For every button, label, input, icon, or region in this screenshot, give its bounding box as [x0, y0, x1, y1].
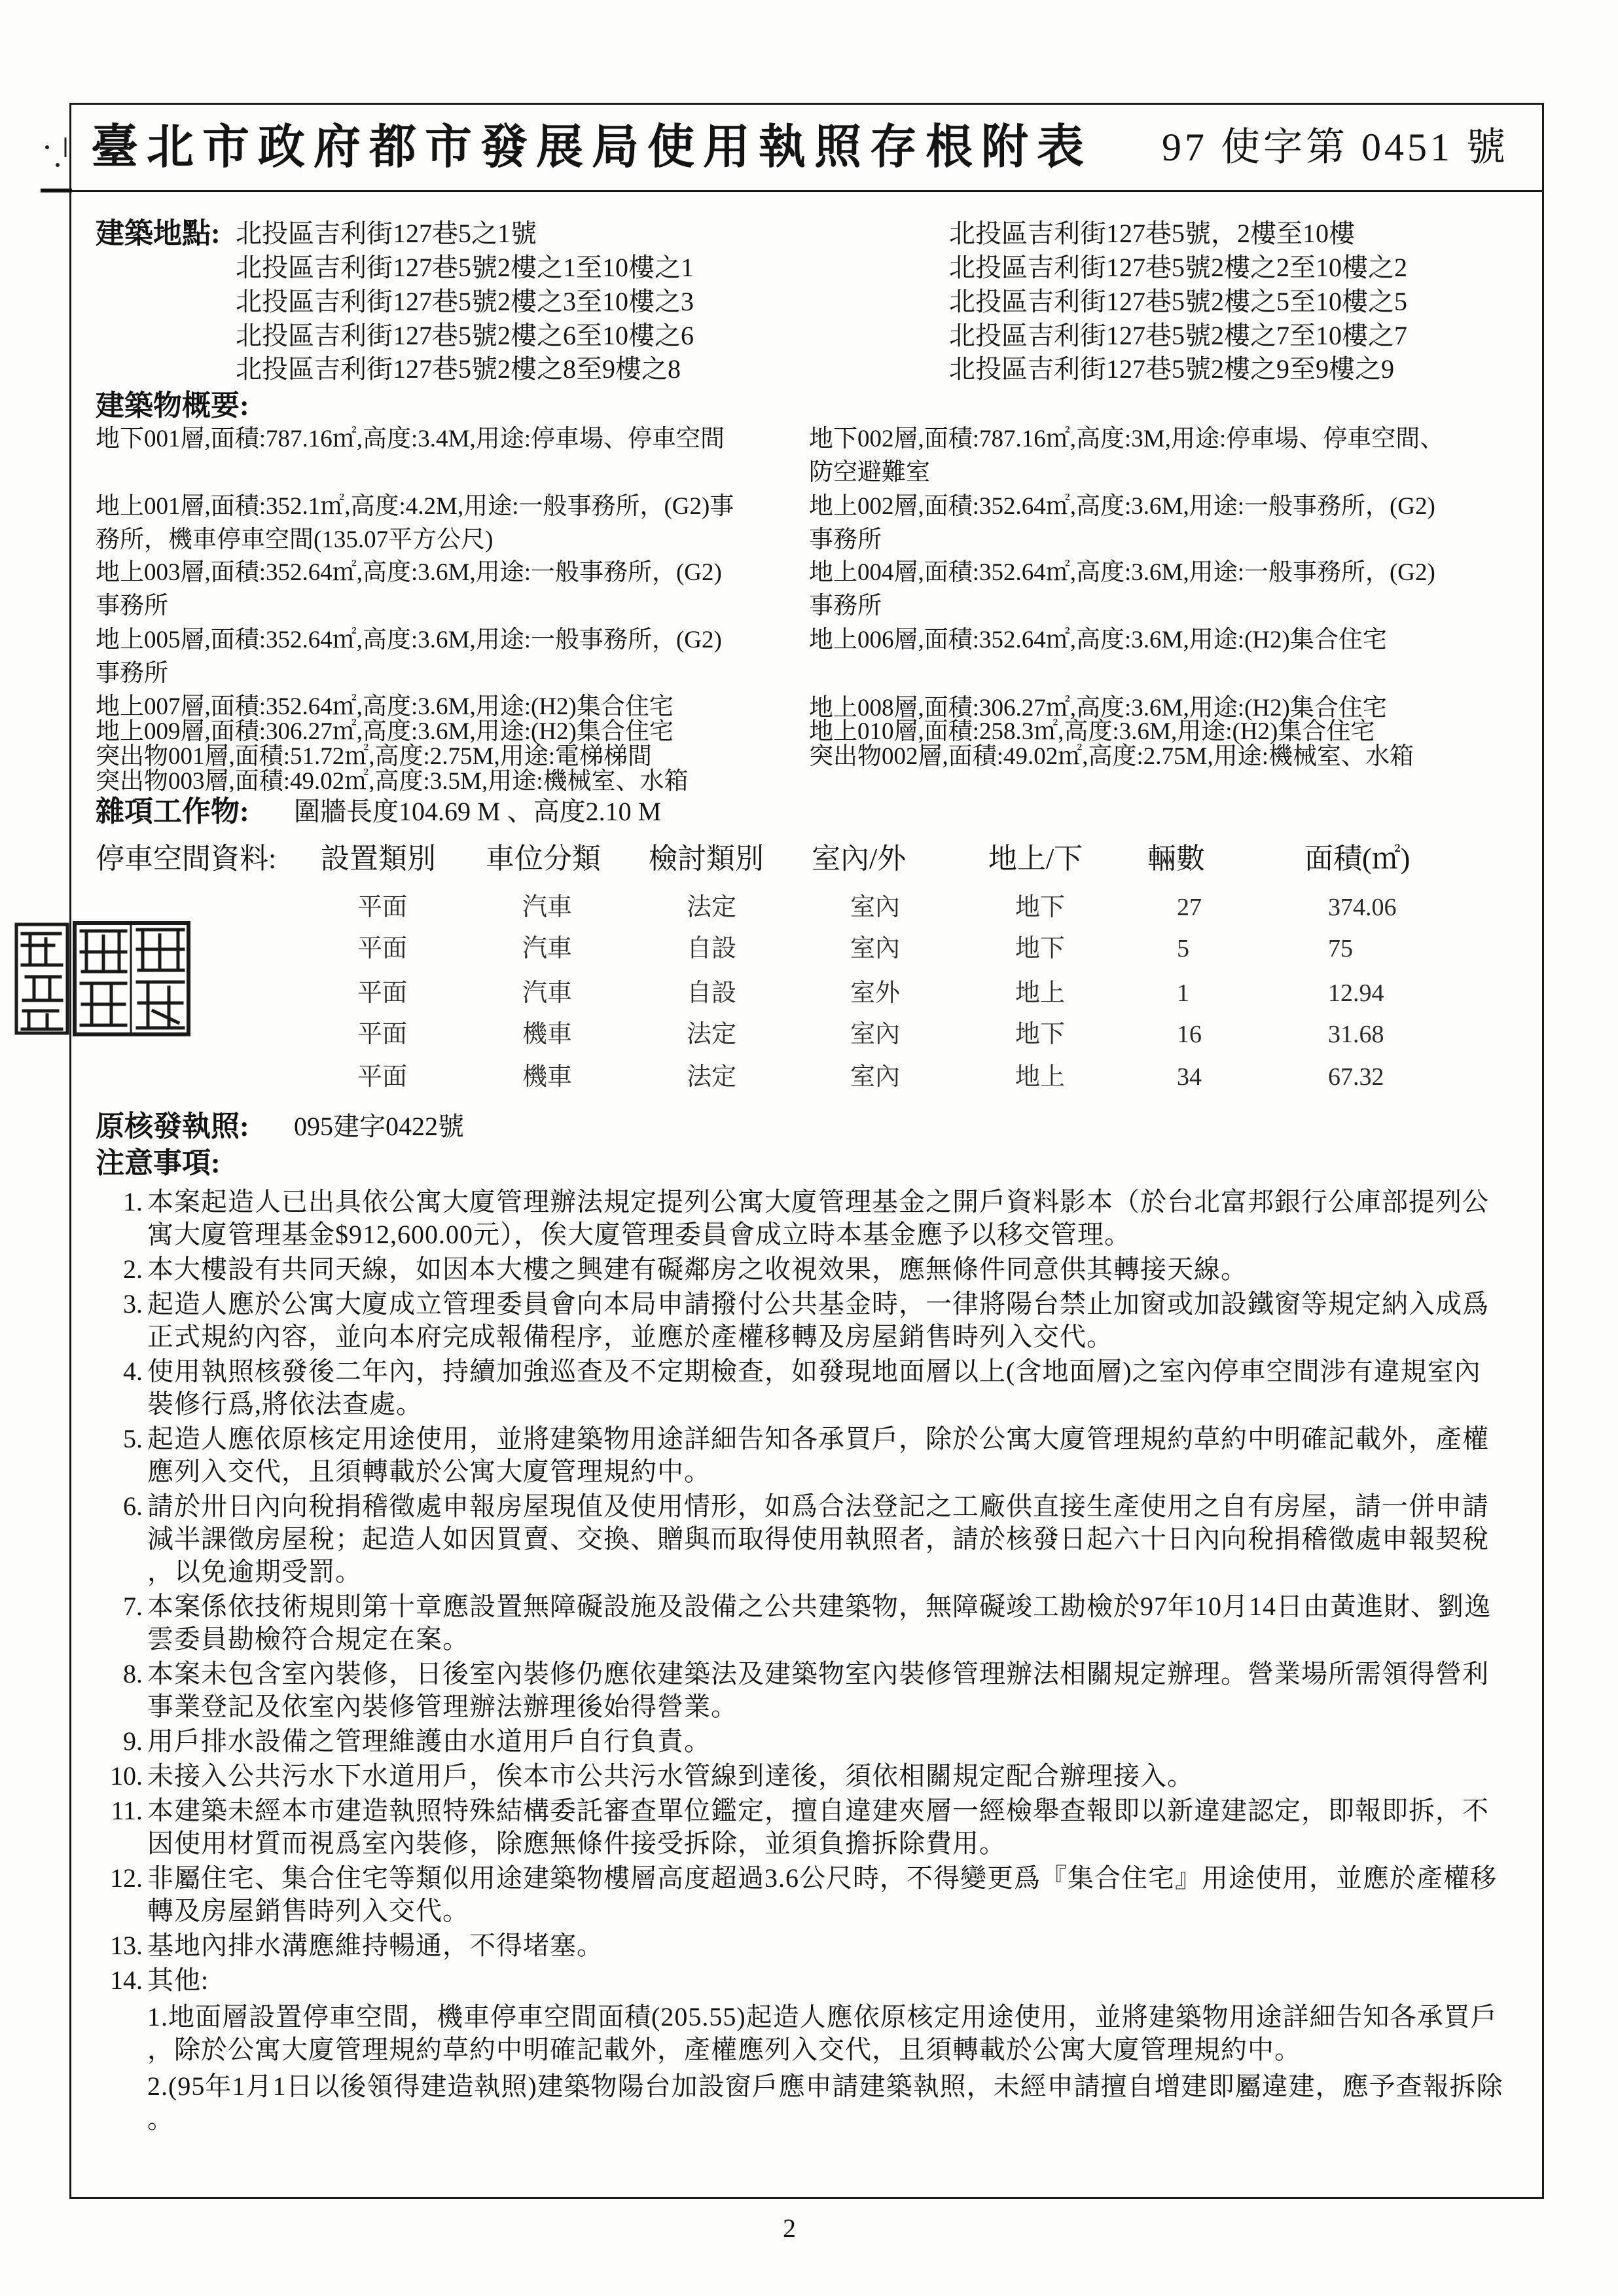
- note-item: [98, 1355, 1538, 1421]
- note-text: [147, 1929, 603, 1962]
- parking-table-cell: 67.32: [1328, 1063, 1384, 1091]
- site-address: 北投區吉利街127巷5號2樓之2至10樓之2: [949, 253, 1407, 282]
- note-text: [147, 1862, 1497, 1927]
- note-item: [98, 1929, 1538, 1962]
- parking-table-cell: 27: [1177, 894, 1202, 921]
- note-item: [98, 1795, 1538, 1860]
- floor-entry-line: 地上005層,面積:352.64㎡,高度:3.6M,用途:一般事務所，(G2): [96, 627, 722, 653]
- site-address: 北投區吉利街127巷5號2樓之7至10樓之7: [949, 321, 1407, 350]
- parking-table-cell: 平面: [357, 1063, 408, 1091]
- parking-label: 停車空間資料:: [96, 843, 277, 875]
- note-item: [98, 1862, 1538, 1927]
- floor-entry: [809, 623, 1387, 657]
- floor-entry: [809, 740, 1414, 773]
- note-line: 起造人應於公寓大廈成立管理委員會向本局申請撥付公共基金時，一律將陽台禁止加窗或加設鐵窗等規定納入成爲: [147, 1289, 1489, 1319]
- parking-column-header: 面積(㎡): [1304, 843, 1411, 875]
- parking-table-cell: 地上: [1015, 1063, 1066, 1091]
- note-text: [147, 1355, 1481, 1421]
- note-text: [147, 1725, 711, 1758]
- parking-table-cell: 室內: [850, 935, 901, 962]
- note-item: [98, 1590, 1538, 1656]
- parking-table-cell: 平面: [357, 1021, 408, 1048]
- floor-entry-line: 地下002層,面積:787.16㎡,高度:3M,用途:停車場、停車空間、: [809, 426, 1445, 452]
- floor-entry-line: 事務所: [96, 592, 168, 619]
- note-number: 2.: [123, 1254, 143, 1284]
- floor-entry-line: 地上003層,面積:352.64㎡,高度:3.6M,用途:一般事務所，(G2): [96, 559, 722, 586]
- parking-table-cell: 室外: [850, 979, 901, 1007]
- parking-table-cell: 法定: [687, 894, 737, 921]
- note-text: [147, 1658, 1489, 1723]
- notes-label: 注意事項:: [96, 1147, 221, 1179]
- parking-table-cell: 自設: [687, 935, 737, 962]
- note-line: 雲委員勘檢符合規定在案。: [147, 1624, 469, 1654]
- parking-table-cell: 34: [1177, 1063, 1202, 1091]
- floor-entry: [96, 765, 689, 798]
- parking-column-header: 設置類別: [321, 843, 436, 875]
- floor-entry-line: 事務所: [809, 526, 882, 553]
- note-text: [147, 1760, 1194, 1793]
- note-item: [98, 1658, 1538, 1723]
- site-address: 北投區吉利街127巷5號2樓之1至10樓之1: [236, 253, 694, 282]
- note-line: 因使用材質而視爲室內裝修，除應無條件接受拆除，並須負擔拆除費用。: [147, 1829, 1006, 1858]
- license-number: 97 使字第 0451 號: [1162, 126, 1509, 169]
- site-address: 北投區吉利街127巷5號，2樓至10樓: [949, 219, 1355, 248]
- note-text: [147, 1423, 1489, 1488]
- title-divider: [69, 190, 1544, 192]
- note-line: 裝修行爲,將依法查處。: [147, 1389, 423, 1419]
- misc-works-label: 雜項工作物:: [96, 795, 249, 828]
- floor-entry: [809, 556, 1435, 623]
- floor-entry-line: 地上007層,面積:352.64㎡,高度:3.6M,用途:(H2)集合住宅: [96, 693, 674, 720]
- note-number: 4.: [123, 1357, 143, 1386]
- parking-table-cell: 374.06: [1328, 894, 1397, 921]
- note-number: 12.: [110, 1863, 143, 1893]
- note-item: [98, 1760, 1538, 1793]
- note-number: 5.: [123, 1424, 143, 1453]
- note-text: [147, 1253, 1248, 1286]
- parking-table-cell: 地下: [1015, 894, 1066, 921]
- note-line: 用戶排水設備之管理維護由水道用戶自行負責。: [147, 1726, 711, 1756]
- floor-entry-line: 事務所: [809, 592, 882, 619]
- note-item: [98, 1288, 1538, 1353]
- note-line: 使用執照核發後二年內，持續加強巡查及不定期檢查，如發現地面層以上(含地面層)之室內停車空間涉有違規室內: [147, 1357, 1481, 1386]
- floor-entry-line: 地上006層,面積:352.64㎡,高度:3.6M,用途:(H2)集合住宅: [809, 627, 1387, 653]
- floor-entry-line: 防空避難室: [809, 459, 930, 486]
- note-text: [147, 1964, 1503, 2136]
- original-permit-label: 原核發執照:: [96, 1110, 249, 1142]
- note-sub-line: ，除於公寓大廈管理規約草約中明確記載外，產權應列入交代，且須轉載於公寓大廈管理規約中。: [147, 2035, 1301, 2064]
- floor-entry-line: 地上001層,面積:352.1㎡,高度:4.2M,用途:一般事務所，(G2)事: [96, 493, 734, 520]
- notes-list: [98, 1186, 1538, 2138]
- note-number: 8.: [123, 1659, 143, 1688]
- note-line: 減半課徵房屋稅；起造人如因買賣、交換、贈與而取得使用執照者，請於核發日起六十日內向稅捐稽徵處申報契稅: [147, 1524, 1489, 1554]
- parking-table-cell: 5: [1177, 935, 1189, 962]
- original-permit-value: 095建字0422號: [294, 1112, 464, 1141]
- note-sub-line: 2.(95年1月1日以後領得建造執照)建築物陽台加設窗戶應申請建築執照，未經申請擅自增建即屬違建，應予查報拆除: [147, 2071, 1503, 2101]
- note-line: 本建築未經本市建造執照特殊結構委託審查單位鑑定，擅自違建夾層一經檢舉查報即以新違建認定，即報即拆，不: [147, 1796, 1489, 1825]
- site-address: 北投區吉利街127巷5號2樓之3至10樓之3: [236, 287, 694, 316]
- page-number: 2: [783, 2214, 796, 2243]
- note-sub-line: 。: [147, 2104, 174, 2134]
- parking-table-cell: 31.68: [1328, 1021, 1384, 1048]
- note-text: [147, 1490, 1489, 1588]
- site-address: 北投區吉利街127巷5號2樓之5至10樓之5: [949, 287, 1407, 316]
- note-line: 起造人應依原核定用途使用，並將建築物用途詳細告知各承買戶，除於公寓大廈管理規約草約中明確記載外，產權: [147, 1424, 1489, 1453]
- parking-column-header: 地上/下: [988, 843, 1083, 875]
- site-address: 北投區吉利街127巷5號2樓之9至9樓之9: [949, 354, 1394, 384]
- official-seal: [14, 919, 191, 1037]
- site-address: 北投區吉利街127巷5號2樓之8至9樓之8: [236, 354, 681, 384]
- note-item: [98, 1186, 1538, 1251]
- site-address: 北投區吉利街127巷5號2樓之6至10樓之6: [236, 321, 694, 350]
- note-line: 其他:: [147, 1965, 209, 1995]
- floor-entry-line: 務所，機車停車空間(135.07平方公尺): [96, 526, 494, 553]
- note-sub-item: [147, 2070, 1503, 2136]
- parking-table-cell: 12.94: [1328, 979, 1384, 1007]
- note-number: 11.: [111, 1796, 143, 1825]
- floor-entry-line: 突出物003層,面積:49.02㎡,高度:3.5M,用途:機械室、水箱: [96, 768, 689, 795]
- floor-entry-line: 地上009層,面積:306.27㎡,高度:3.6M,用途:(H2)集合住宅: [96, 718, 674, 745]
- parking-column-header: 車位分類: [486, 843, 601, 875]
- note-line: 轉及房屋銷售時列入交代。: [147, 1896, 469, 1925]
- note-sub-item: [147, 2001, 1503, 2066]
- building-overview-label: 建築物概要:: [96, 390, 249, 422]
- floor-entry-line: 地上004層,面積:352.64㎡,高度:3.6M,用途:一般事務所，(G2): [809, 559, 1435, 586]
- note-line: 未接入公共污水下水道用戶，俟本市公共污水管線到達後，須依相關規定配合辦理接入。: [147, 1761, 1194, 1791]
- note-line: 寓大廈管理基金$912,600.00元），俟大廈管理委員會成立時本基金應予以移交管理。: [147, 1220, 1131, 1249]
- floor-entry: [809, 490, 1435, 556]
- parking-table-cell: 地下: [1015, 1021, 1066, 1048]
- parking-table-cell: 法定: [687, 1063, 737, 1091]
- note-number: 6.: [123, 1491, 143, 1521]
- floor-entry-line: 突出物002層,面積:49.02㎡,高度:2.75M,用途:機械室、水箱: [809, 743, 1414, 770]
- note-item: [98, 1253, 1538, 1286]
- floor-entry-line: 地上002層,面積:352.64㎡,高度:3.6M,用途:一般事務所，(G2): [809, 493, 1435, 520]
- floor-entry-line: 事務所: [96, 660, 168, 687]
- note-line: 本案未包含室內裝修，日後室內裝修仍應依建築法及建築物室內裝修管理辦法相關規定辦理。營業場所需領得營利: [147, 1659, 1489, 1688]
- note-number: 7.: [123, 1592, 143, 1621]
- parking-table-cell: 平面: [357, 894, 408, 921]
- parking-table-cell: 汽車: [522, 979, 573, 1007]
- note-number: 13.: [110, 1931, 143, 1960]
- note-number: 3.: [123, 1289, 143, 1319]
- note-text: [147, 1590, 1491, 1656]
- parking-table-cell: 75: [1328, 935, 1353, 962]
- parking-table-cell: 自設: [687, 979, 737, 1007]
- parking-table-cell: 汽車: [522, 935, 573, 962]
- note-item: [98, 1490, 1538, 1588]
- note-line: 本大樓設有共同天線，如因本大樓之興建有礙鄰房之收視效果，應無條件同意供其轉接天線。: [147, 1254, 1248, 1284]
- note-number: 14.: [110, 1965, 143, 1995]
- misc-works-value: 圍牆長度104.69 M 、高度2.10 M: [294, 797, 662, 826]
- note-text: [147, 1795, 1489, 1860]
- note-sub-line: 1.地面層設置停車空間，機車停車空間面積(205.55)起造人應依原核定用途使用，並將建築物用途詳細告知各承買戶: [147, 2002, 1498, 2032]
- note-line: ，以免逾期受罰。: [147, 1557, 362, 1586]
- floor-entry-line: 地上010層,面積:258.3㎡,高度:3.6M,用途:(H2)集合住宅: [809, 718, 1375, 745]
- note-text: [147, 1186, 1489, 1251]
- parking-table-cell: 室內: [850, 894, 901, 921]
- note-item: [98, 1423, 1538, 1488]
- parking-table-cell: 平面: [357, 979, 408, 1007]
- note-number: 9.: [123, 1726, 143, 1756]
- note-number: 1.: [123, 1187, 143, 1216]
- site-label: 建築地點:: [96, 217, 221, 249]
- note-line: 事業登記及依室內裝修管理辦法辦理後始得營業。: [147, 1692, 738, 1721]
- parking-table-cell: 機車: [522, 1021, 573, 1048]
- site-address: 北投區吉利街127巷5之1號: [236, 219, 537, 248]
- floor-entry: [809, 422, 1444, 489]
- note-item: [98, 1725, 1538, 1758]
- floor-entry-line: 地下001層,面積:787.16㎡,高度:3.4M,用途:停車場、停車空間: [96, 426, 725, 452]
- note-text: [147, 1288, 1489, 1353]
- parking-table-cell: 室內: [850, 1063, 901, 1091]
- floor-entry: [96, 422, 725, 456]
- note-line: 基地內排水溝應維持暢通，不得堵塞。: [147, 1931, 603, 1960]
- note-line: 請於卅日內向稅捐稽徵處申報房屋現值及使用情形，如爲合法登記之工廠供直接生產使用之自有房屋，請一併申請: [147, 1491, 1489, 1521]
- parking-table-cell: 平面: [357, 935, 408, 962]
- floor-entry: [96, 623, 722, 690]
- document-title: 臺北市政府都市發展局使用執照存根附表: [91, 121, 1093, 173]
- parking-column-header: 檢討類別: [649, 843, 764, 875]
- note-item: [98, 1964, 1538, 2136]
- parking-table-cell: 機車: [522, 1063, 573, 1091]
- note-line: 應列入交代，且須轉載於公寓大廈管理規約中。: [147, 1457, 711, 1486]
- floor-entry-line: 突出物001層,面積:51.72㎡,高度:2.75M,用途:電梯梯間: [96, 743, 652, 770]
- parking-table-cell: 16: [1177, 1021, 1202, 1048]
- floor-entry: [96, 556, 722, 623]
- floor-entry: [96, 490, 734, 556]
- parking-table-cell: 法定: [687, 1021, 737, 1048]
- parking-table-cell: 汽車: [522, 894, 573, 921]
- note-number: 10.: [110, 1761, 143, 1791]
- note-line: 非屬住宅、集合住宅等類似用途建築物樓層高度超過3.6公尺時，不得變更爲『集合住宅』用途使用，並應於產權移: [147, 1863, 1497, 1893]
- binding-mark: [26, 131, 72, 196]
- parking-table-cell: 地下: [1015, 935, 1066, 962]
- parking-column-header: 輛數: [1147, 843, 1205, 875]
- floor-entry-line: 地上008層,面積:306.27㎡,高度:3.6M,用途:(H2)集合住宅: [809, 695, 1387, 721]
- parking-table-cell: 1: [1177, 979, 1189, 1007]
- note-line: 本案係依技術規則第十章應設置無障礙設施及設備之公共建築物，無障礙竣工勘檢於97年10月14日由黃進財、劉逸: [147, 1592, 1491, 1621]
- note-line: 本案起造人已出具依公寓大廈管理辦法規定提列公寓大廈管理基金之開戶資料影本（於台北富邦銀行公庫部提列公: [147, 1187, 1489, 1216]
- parking-table-cell: 地上: [1015, 979, 1066, 1007]
- parking-column-header: 室內/外: [812, 843, 907, 875]
- note-line: 正式規約內容，並向本府完成報備程序，並應於產權移轉及房屋銷售時列入交代。: [147, 1322, 1113, 1351]
- parking-table-cell: 室內: [850, 1021, 901, 1048]
